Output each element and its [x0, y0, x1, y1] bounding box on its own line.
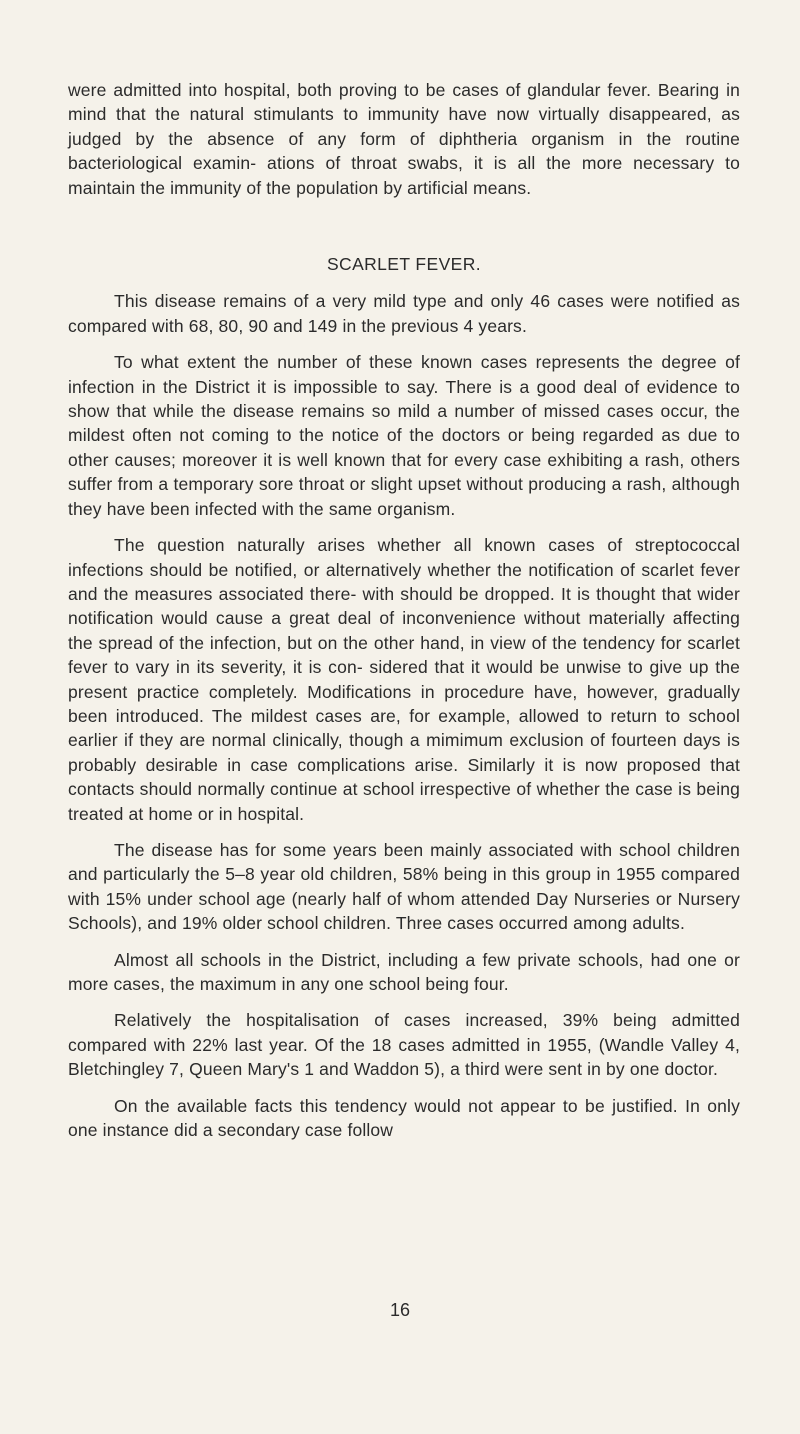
paragraph-extent-of-infection: To what extent the number of these known cases represents the degree of infection in the District it is impossible to say. There is a good deal of evidence to show that while the disease remains so mild a number of missed cases occur, the mildest often not coming to the notice of the doctors or being regarded as due to other causes; moreover it is well known that for every case exhibiting a rash, others suffer from a temporary sore throat or slight upset without producing a rash, although they have been infected with the same organism. [68, 352, 740, 519]
paragraph-available-facts: On the available facts this tendency would not appear to be justified. In only one instance did a secondary case follow [68, 1095, 740, 1141]
paragraph-schools: Almost all schools in the District, including a few private schools, had one or more cases, the maximum in any one school being four. [68, 949, 740, 994]
paragraph-notifications: This disease remains of a very mild type and only 46 cases were notified as compared with 68, 80, 90 and 149 in the previous 4 years. [68, 291, 740, 336]
page-number: 16 [389, 1300, 411, 1320]
section-heading-scarlet-fever: SCARLET FEVER. [326, 254, 482, 275]
opening-paragraph: were admitted into hospital, both proving to be cases of glandular fever. Bearing in mind that the natural stimulants to immunity have now virtually disappeared, as judged by the absence of any form of diphtheria organism in the routine bacteriological examin- ations of throat swabs, it is all the more necessary to maintain the immunity of the population by artificial means. [68, 80, 740, 198]
page-body [68, 78, 740, 1154]
paragraph-hospitalisation: Relatively the hospitalisation of cases increased, 39% being admitted compared with 22% last year. Of the 18 cases admitted in 1955, (Wandle Valley 4, Bletchingley 7, Queen Mary's 1 and Waddon 5), a third were sent in by one doctor. [68, 1010, 740, 1080]
paragraph-notification-question: The question naturally arises whether all known cases of streptococcal infections should be notified, or alternatively whether the notification of scarlet fever and the measures associated there- with should be dropped. It is thought that wider notification would cause a great deal of inconvenience without materially affecting the spread of the infection, but on the other hand, in view of the tendency for scarlet fever to vary in its severity, it is con- sidered that it would be unwise to give up the present practice completely. Modifications in procedure have, however, gradually been introduced. The mildest cases are, for example, allowed to return to school earlier if they are normal clinically, though a mimimum exclusion of fourteen days is probably desirable in case complications arise. Similarly it is now proposed that contacts should normally continue at school irrespective of whether the case is being treated at home or in hospital. [68, 535, 740, 824]
paragraph-age-groups: The disease has for some years been mainly associated with school children and particularly the 5–8 year old children, 58% being in this group in 1955 compared with 15% under school age (nearly half of whom attended Day Nurseries or Nursery Schools), and 19% older school children. Three cases occurred among adults. [68, 839, 740, 934]
